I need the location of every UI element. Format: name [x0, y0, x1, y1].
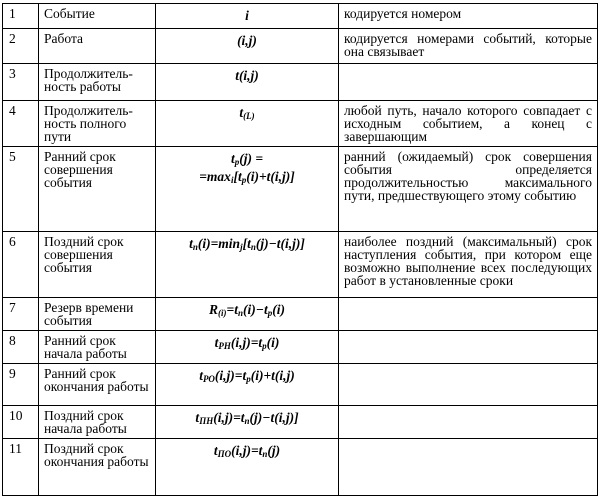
formula-part: р — [267, 308, 273, 318]
formula-part: (i)+t(i,j)] — [246, 169, 295, 184]
formula — [156, 4, 339, 29]
parameter-name: Поздний срок окончания работы — [39, 439, 156, 496]
formula-part: i — [230, 175, 234, 185]
parameter-name: Продолжитель-ность полного пути — [39, 101, 156, 147]
formula — [156, 29, 339, 64]
formula-part: п — [262, 449, 268, 459]
description: кодируется номерами событий, которые она связывает — [339, 29, 598, 64]
formula-part: i — [245, 8, 249, 23]
row-number: 6 — [3, 232, 39, 298]
table-row — [3, 232, 598, 298]
formula-part: (i,j)=t — [214, 368, 247, 383]
formula-part: п — [244, 416, 250, 426]
row-number: 1 — [3, 4, 39, 29]
formula-part: (i)−t — [243, 302, 268, 317]
row-number: 4 — [3, 101, 39, 147]
formula-part: (L) — [243, 111, 255, 121]
row-number: 2 — [3, 29, 39, 64]
parameter-name: Поздний срок совершения события — [39, 232, 156, 298]
row-number: 8 — [3, 331, 39, 364]
formula — [156, 298, 339, 331]
formula-part: (i)+t(i,j) — [250, 368, 295, 383]
formula — [156, 331, 339, 364]
formula-part: РН — [218, 341, 231, 351]
formula — [156, 364, 339, 406]
parameter-name: Поздний срок начала работы — [39, 406, 156, 439]
row-number: 5 — [3, 147, 39, 232]
formula-part: t — [189, 236, 193, 251]
row-number: 3 — [3, 64, 39, 101]
table-row — [3, 364, 598, 406]
network-parameters-table — [2, 3, 598, 496]
row-number: 7 — [3, 298, 39, 331]
description — [339, 439, 598, 496]
formula-part: (i,j)=t — [213, 410, 245, 425]
parameter-name: Событие — [39, 4, 156, 29]
formula-part: (j)−t(i,j)] — [255, 236, 305, 251]
formula-part: (j) = — [239, 151, 264, 166]
formula-part: (i) — [272, 302, 285, 317]
formula — [156, 406, 339, 439]
formula-part: (i) — [218, 308, 227, 318]
formula-part: (i,j)=t — [230, 335, 263, 350]
formula-part: п — [238, 308, 244, 318]
table-row — [3, 29, 598, 64]
formula-part: (i) — [266, 335, 280, 350]
formula-part: р — [246, 374, 251, 384]
table-row — [3, 331, 598, 364]
description — [339, 64, 598, 101]
formula-part: (i)=min — [197, 236, 241, 251]
formula-part: t(i,j) — [235, 68, 259, 83]
table-row — [3, 4, 598, 29]
formula — [156, 439, 339, 496]
table-row — [3, 147, 598, 232]
row-number: 10 — [3, 406, 39, 439]
formula-part: t — [195, 410, 200, 425]
parameter-name: Ранний срок начала работы — [39, 331, 156, 364]
description: кодируется номером — [339, 4, 598, 29]
formula-part: ПН — [199, 416, 214, 426]
formula-part: р — [234, 157, 240, 167]
formula-part: t — [199, 368, 203, 383]
description: ранний (ожидаемый) срок совершения события определяется продолжительностью максимального пути, предшествующего этому событию — [339, 147, 598, 232]
formula-part: t — [239, 105, 244, 120]
table-row — [3, 101, 598, 147]
formula-part: п — [192, 242, 198, 252]
formula-part: р — [262, 341, 267, 351]
formula-part: =max — [199, 169, 231, 184]
table-row — [3, 406, 598, 439]
formula-part: [t — [233, 169, 242, 184]
formula-part: ПО — [217, 449, 232, 459]
description — [339, 298, 598, 331]
description: наиболее поздний (максимальный) срок наступления события, при котором еще возможно выполнение всех последующих работ в установленные сроки — [339, 232, 598, 298]
description — [339, 331, 598, 364]
parameter-name: Продолжитель-ность работы — [39, 64, 156, 101]
row-number: 9 — [3, 364, 39, 406]
parameter-name: Ранний срок совершения события — [39, 147, 156, 232]
formula-part: (j)−t(i,j)] — [249, 410, 299, 425]
formula — [156, 232, 339, 298]
table-row — [3, 439, 598, 496]
table-row — [3, 298, 598, 331]
formula-part: t — [213, 443, 218, 458]
parameter-name: Резерв времени события — [39, 298, 156, 331]
formula-part: п — [250, 242, 256, 252]
parameter-name: Ранний срок окончания работы — [39, 364, 156, 406]
row-number: 11 — [3, 439, 39, 496]
formula — [156, 147, 339, 232]
formula-part: р — [241, 175, 247, 185]
formula-part: (i,j) — [237, 33, 257, 48]
formula-part: =t — [226, 302, 238, 317]
description — [339, 364, 598, 406]
parameter-name: Работа — [39, 29, 156, 64]
formula-part: t — [214, 335, 219, 350]
formula-part: (i,j)=t — [231, 443, 263, 458]
formula — [156, 64, 339, 101]
formula-part: R — [209, 302, 219, 317]
table-row — [3, 64, 598, 101]
formula-part: t — [230, 151, 235, 166]
description: любой путь, начало которого совпадает с исходным событием, а конец с завершающим — [339, 101, 598, 147]
description — [339, 406, 598, 439]
formula-part: j — [240, 242, 243, 252]
formula-part: (j) — [267, 443, 281, 458]
formula-part: [t — [242, 236, 251, 251]
formula — [156, 101, 339, 147]
formula-part: РО — [203, 374, 215, 384]
